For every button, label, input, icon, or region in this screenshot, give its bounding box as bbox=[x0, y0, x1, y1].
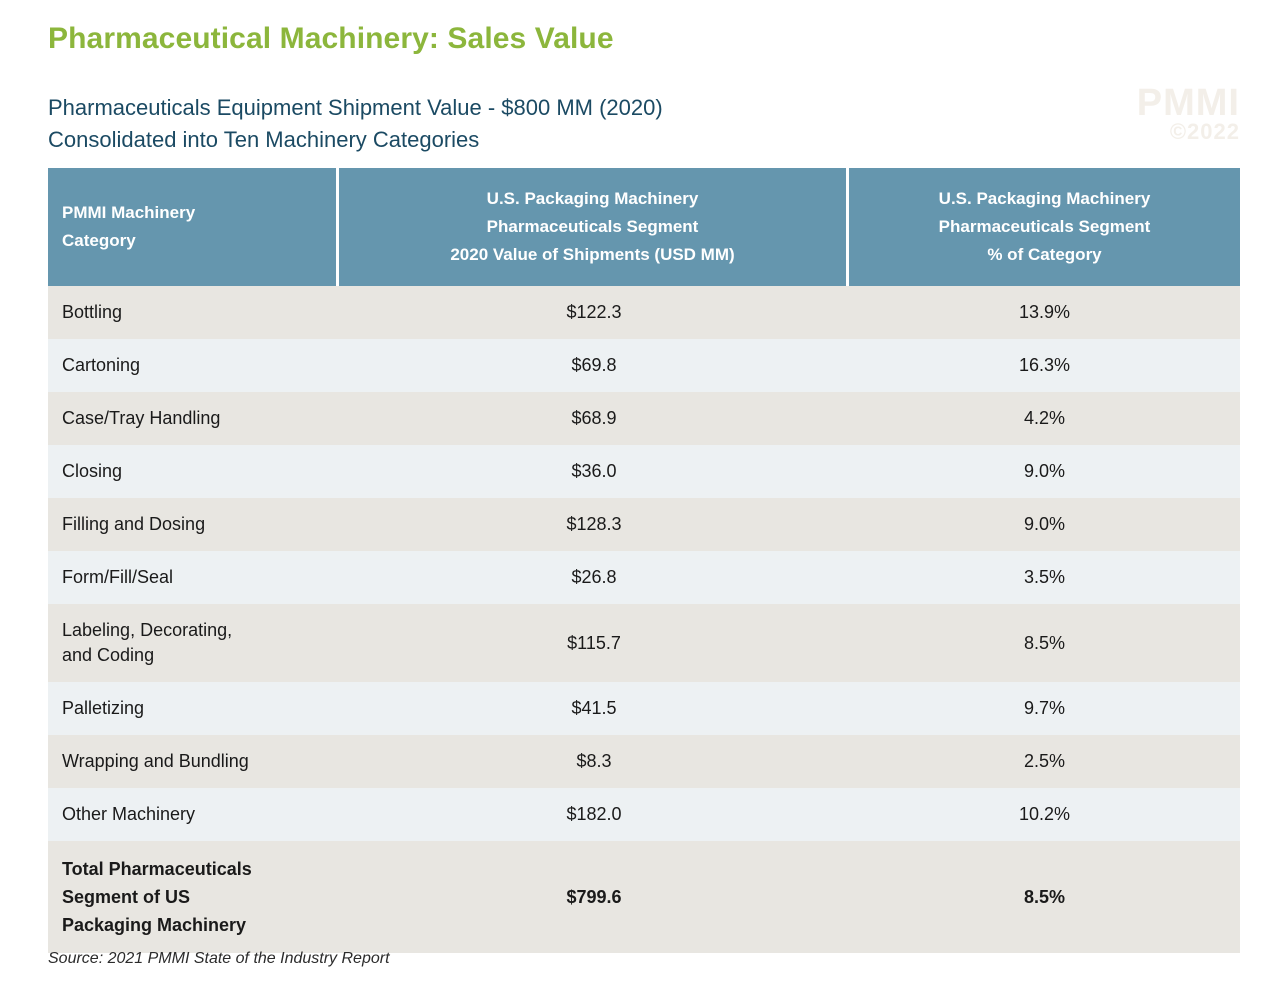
cell-category-line: Segment of US bbox=[62, 887, 191, 907]
column-header-value-line-2: Pharmaceuticals Segment bbox=[486, 217, 699, 236]
cell-value: $128.3 bbox=[339, 498, 849, 551]
subtitle-line-1: Pharmaceuticals Equipment Shipment Value - $800 MM (2020) bbox=[48, 95, 663, 120]
table-row-total bbox=[48, 841, 1240, 953]
column-header-category-line-2: Category bbox=[62, 231, 136, 250]
cell-value: $122.3 bbox=[339, 286, 849, 339]
cell-category-line: Packaging Machinery bbox=[62, 915, 247, 935]
cell-category-line: Palletizing bbox=[62, 698, 145, 718]
cell-category-line: Cartoning bbox=[62, 355, 141, 375]
watermark-logo-text: PMMI bbox=[1136, 82, 1240, 124]
cell-value: $799.6 bbox=[339, 841, 849, 953]
page-subtitle bbox=[48, 92, 663, 156]
cell-percent: 9.0% bbox=[849, 498, 1240, 551]
table-body bbox=[48, 286, 1240, 953]
cell-category-line: Filling and Dosing bbox=[62, 514, 206, 534]
cell-category-line: Labeling, Decorating, bbox=[62, 620, 233, 640]
subtitle-line-2: Consolidated into Ten Machinery Categories bbox=[48, 127, 480, 152]
cell-category-line: Total Pharmaceuticals bbox=[62, 859, 252, 879]
cell-value: $115.7 bbox=[339, 604, 849, 682]
column-header-value-line-3: 2020 Value of Shipments (USD MM) bbox=[450, 245, 735, 264]
cell-percent: 9.0% bbox=[849, 445, 1240, 498]
cell-category-line: Closing bbox=[62, 461, 123, 481]
table-row bbox=[48, 604, 1240, 682]
cell-value: $36.0 bbox=[339, 445, 849, 498]
cell-category-line: Bottling bbox=[62, 302, 123, 322]
cell-category-line: Form/Fill/Seal bbox=[62, 567, 174, 587]
cell-category bbox=[48, 551, 339, 604]
table-row bbox=[48, 788, 1240, 841]
cell-percent: 9.7% bbox=[849, 682, 1240, 735]
cell-value: $68.9 bbox=[339, 392, 849, 445]
cell-value: $8.3 bbox=[339, 735, 849, 788]
table-row bbox=[48, 392, 1240, 445]
table-row bbox=[48, 339, 1240, 392]
watermark-copyright: ©2022 bbox=[1169, 119, 1240, 144]
cell-value: $41.5 bbox=[339, 682, 849, 735]
cell-category bbox=[48, 788, 339, 841]
cell-category bbox=[48, 286, 339, 339]
source-note: Source: 2021 PMMI State of the Industry Report bbox=[48, 950, 390, 967]
cell-percent: 3.5% bbox=[849, 551, 1240, 604]
cell-percent: 8.5% bbox=[849, 841, 1240, 953]
column-header-percent-line-1: U.S. Packaging Machinery bbox=[938, 189, 1151, 208]
cell-category bbox=[48, 445, 339, 498]
column-header-percent-line-3: % of Category bbox=[987, 245, 1102, 264]
cell-value: $182.0 bbox=[339, 788, 849, 841]
cell-percent: 8.5% bbox=[849, 604, 1240, 682]
table-row bbox=[48, 735, 1240, 788]
cell-percent: 16.3% bbox=[849, 339, 1240, 392]
cell-category-line: Other Machinery bbox=[62, 804, 196, 824]
cell-category bbox=[48, 735, 339, 788]
cell-category bbox=[48, 392, 339, 445]
table-row bbox=[48, 682, 1240, 735]
pmmi-watermark bbox=[1137, 82, 1240, 145]
cell-percent: 4.2% bbox=[849, 392, 1240, 445]
page-title: Pharmaceutical Machinery: Sales Value bbox=[48, 22, 614, 55]
column-header-percent-line-2: Pharmaceuticals Segment bbox=[938, 217, 1151, 236]
cell-percent: 10.2% bbox=[849, 788, 1240, 841]
column-header-value bbox=[339, 168, 849, 286]
table-row bbox=[48, 445, 1240, 498]
cell-value: $69.8 bbox=[339, 339, 849, 392]
column-header-percent bbox=[849, 168, 1240, 286]
cell-category bbox=[48, 841, 339, 953]
column-header-category-line-1: PMMI Machinery bbox=[62, 203, 196, 222]
column-header-value-line-1: U.S. Packaging Machinery bbox=[486, 189, 699, 208]
cell-category bbox=[48, 339, 339, 392]
cell-category bbox=[48, 498, 339, 551]
cell-value: $26.8 bbox=[339, 551, 849, 604]
cell-category-line: and Coding bbox=[62, 645, 155, 665]
table-row bbox=[48, 498, 1240, 551]
cell-category bbox=[48, 682, 339, 735]
cell-category bbox=[48, 604, 339, 682]
cell-category-line: Case/Tray Handling bbox=[62, 408, 221, 428]
column-header-category bbox=[48, 168, 339, 286]
cell-category-line: Wrapping and Bundling bbox=[62, 751, 249, 771]
table-row bbox=[48, 286, 1240, 339]
cell-percent: 2.5% bbox=[849, 735, 1240, 788]
cell-percent: 13.9% bbox=[849, 286, 1240, 339]
table-header-row bbox=[48, 168, 1240, 286]
shipment-value-table bbox=[48, 168, 1240, 953]
table-header bbox=[48, 168, 1240, 286]
table-row bbox=[48, 551, 1240, 604]
